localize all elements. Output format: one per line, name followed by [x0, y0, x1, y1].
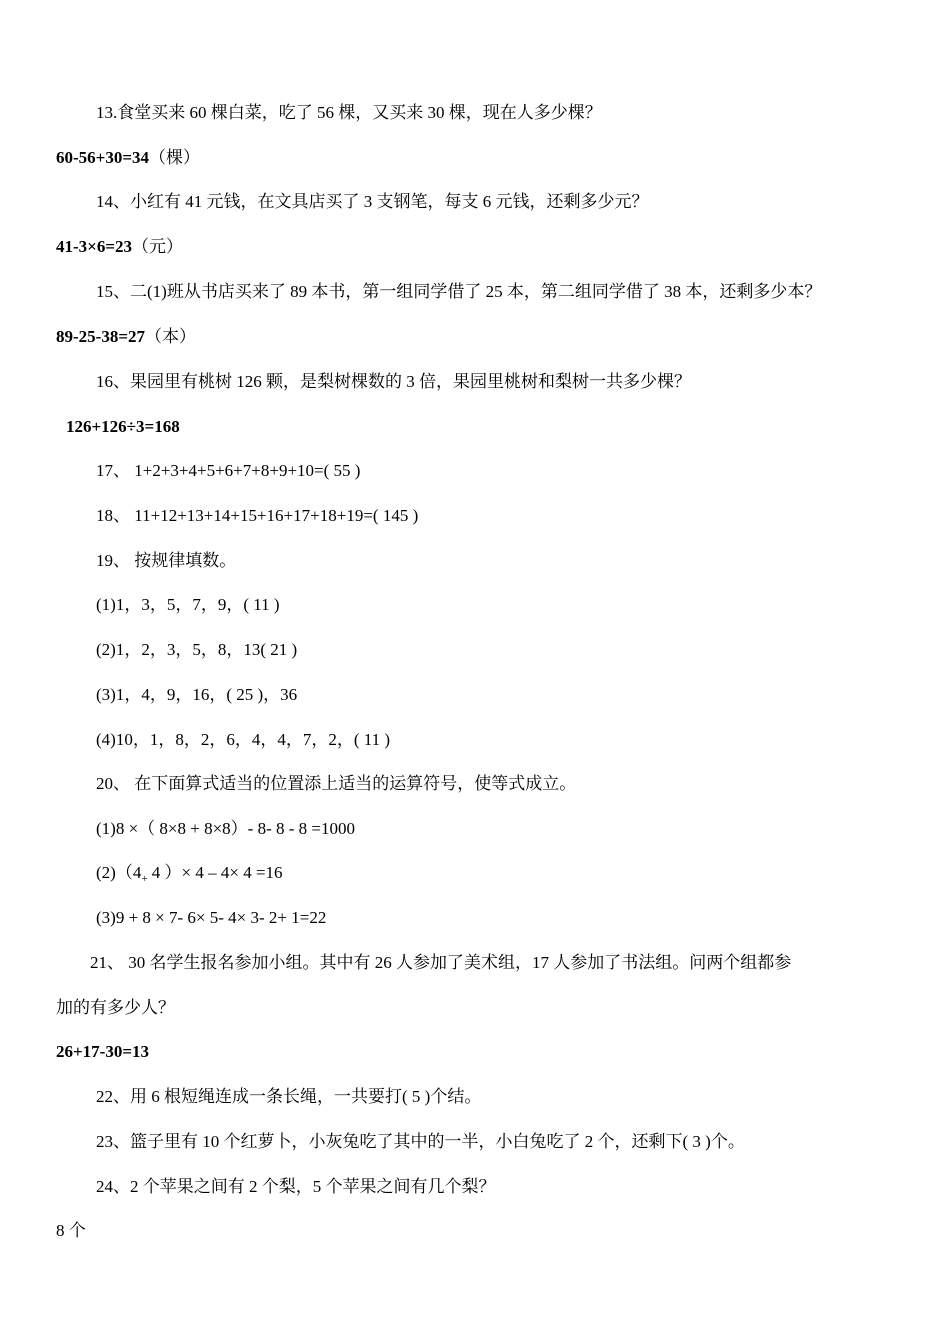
equation-1: (1)8 ×（ 8×8 + 8×8）- 8- 8 - 8 =1000 — [96, 819, 355, 838]
question-23: 23、篮子里有 10 个红萝卜，小灰兔吃了其中的一半，小白兔吃了 2 个，还剩下( 3 )个。 — [96, 1132, 745, 1151]
question-14: 14、小红有 41 元钱，在文具店买了 3 支钢笔，每支 6 元钱，还剩多少元？ — [96, 192, 649, 211]
question-20: 20、 在下面算式适当的位置添上适当的运算符号，使等式成立。 — [96, 774, 577, 793]
sequence-1: (1)1，3，5，7，9，( 11 ) — [96, 595, 280, 614]
answer-15: 89-25-38=27（本） — [56, 327, 197, 346]
sequence-4: (4)10，1，8，2，6，4，4，7，2，( 11 ) — [96, 730, 391, 749]
question-21-continued: 加的有多少人？ — [56, 998, 175, 1017]
question-17: 17、 1+2+3+4+5+6+7+8+9+10=( 55 ) — [96, 461, 361, 480]
question-16: 16、果园里有桃树 126 颗，是梨树棵数的 3 倍，果园里桃树和梨树一共多少棵？ — [96, 372, 691, 391]
answer-24: 8 个 — [56, 1221, 86, 1240]
sequence-2: (2)1，2，3，5，8，13( 21 ) — [96, 640, 298, 659]
answer-14: 41-3×6=23（元） — [56, 237, 184, 256]
equation-2: $(2)(4_+$ 4 ）× 4 – 4× 4 =16 — [96, 863, 283, 885]
question-13: 13.食堂买来 60 棵白菜，吃了 56 棵，又买来 30 棵，现在人多少棵？ — [96, 103, 602, 122]
equation-3: (3)9 + 8 × 7- 6× 5- 4× 3- 2+ 1=22 — [96, 908, 327, 927]
answer-16: 126+126÷3=168 — [66, 417, 180, 436]
question-24: 24、2 个苹果之间有 2 个梨，5 个苹果之间有几个梨？ — [96, 1177, 496, 1196]
answer-21: 26+17-30=13 — [56, 1042, 150, 1061]
question-15: 15、二(1)班从书店买来了 89 本书，第一组同学借了 25 本，第二组同学借了 38 本，还剩多少本？ — [96, 282, 822, 301]
question-18: 18、 11+12+13+14+15+16+17+18+19=( 145 ) — [96, 506, 419, 525]
question-19: 19、 按规律填数。 — [96, 551, 237, 570]
sequence-3: (3)1，4，9，16，( 25 )，36 — [96, 685, 298, 704]
answer-13: 60-56+30=34（棵） — [56, 148, 201, 167]
question-21: 21、 30 名学生报名参加小组。其中有 26 人参加了美术组，17 人参加了书法组。问两个组都参 — [90, 953, 792, 972]
question-22: 22、用 6 根短绳连成一条长绳，一共要打( 5 )个结。 — [96, 1087, 482, 1106]
